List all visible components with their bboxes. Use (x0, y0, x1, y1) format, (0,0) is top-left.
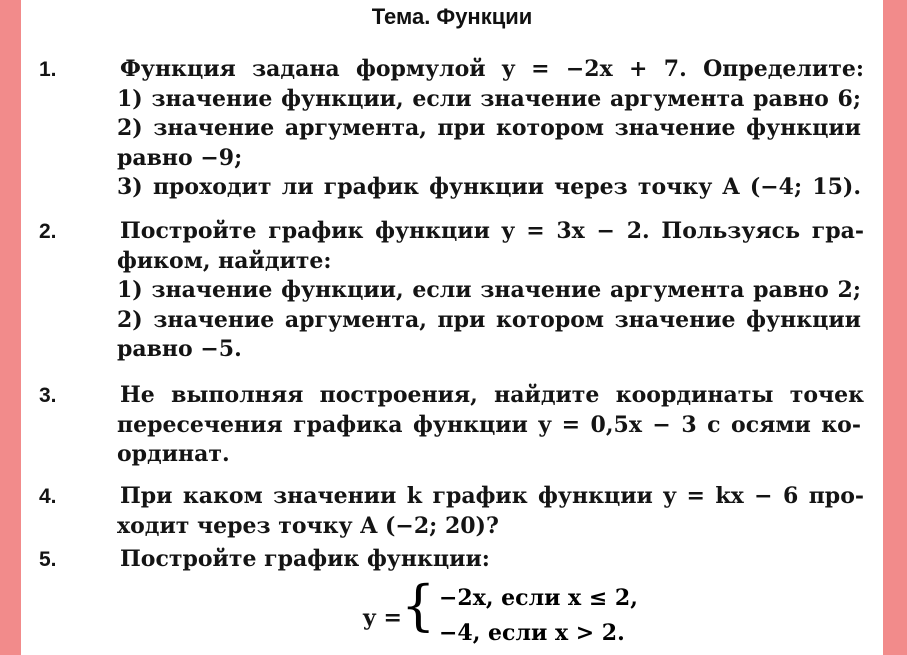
worksheet-page (21, 0, 883, 655)
task-number: 4. (39, 485, 57, 508)
page-title: Тема. Функции (371, 4, 533, 29)
task-line: 2) значение аргумента, при котором значение функции (117, 306, 861, 333)
task-line: пересечения графика функции y = 0,5x − 3 с осями ко- (117, 411, 861, 438)
task-line: ординат. (117, 441, 230, 467)
task-line: равно −5. (117, 336, 242, 362)
task-line: 3) проходит ли график функции через точку A (−4; 15). (117, 174, 861, 200)
task-line: равно −9; (117, 144, 243, 171)
task-number: 5. (39, 548, 57, 571)
task-number: 3. (39, 384, 57, 407)
task-line: Не выполняя построения, найдите координаты точек (120, 382, 864, 408)
task-line: Постройте график функции: (120, 546, 490, 572)
task-line: При каком значении k график функции y = kx − 6 про- (120, 483, 864, 509)
formula-case-2: −4, если x > 2. (439, 620, 625, 646)
task-line: Функция задана формулой y = −2x + 7. Определите: (120, 56, 864, 82)
task-line: Постройте график функции y = 3x − 2. Пользуясь гра- (120, 218, 864, 244)
task-line: 2) значение аргумента, при котором значение функции (117, 115, 861, 141)
task-line: 1) значение функции, если значение аргумента равно 2; (117, 277, 861, 303)
task-number: 1. (39, 58, 57, 81)
task-line: 1) значение функции, если значение аргумента равно 6; (117, 85, 861, 112)
formula-brace: { (401, 574, 436, 637)
task-line: ходит через точку A (−2; 20)? (117, 512, 499, 539)
task-line: фиком, найдите: (117, 247, 332, 274)
task-number: 2. (39, 220, 57, 243)
formula-case-1: −2x, если x ≤ 2, (439, 585, 638, 611)
formula-lhs: y = (363, 605, 402, 631)
